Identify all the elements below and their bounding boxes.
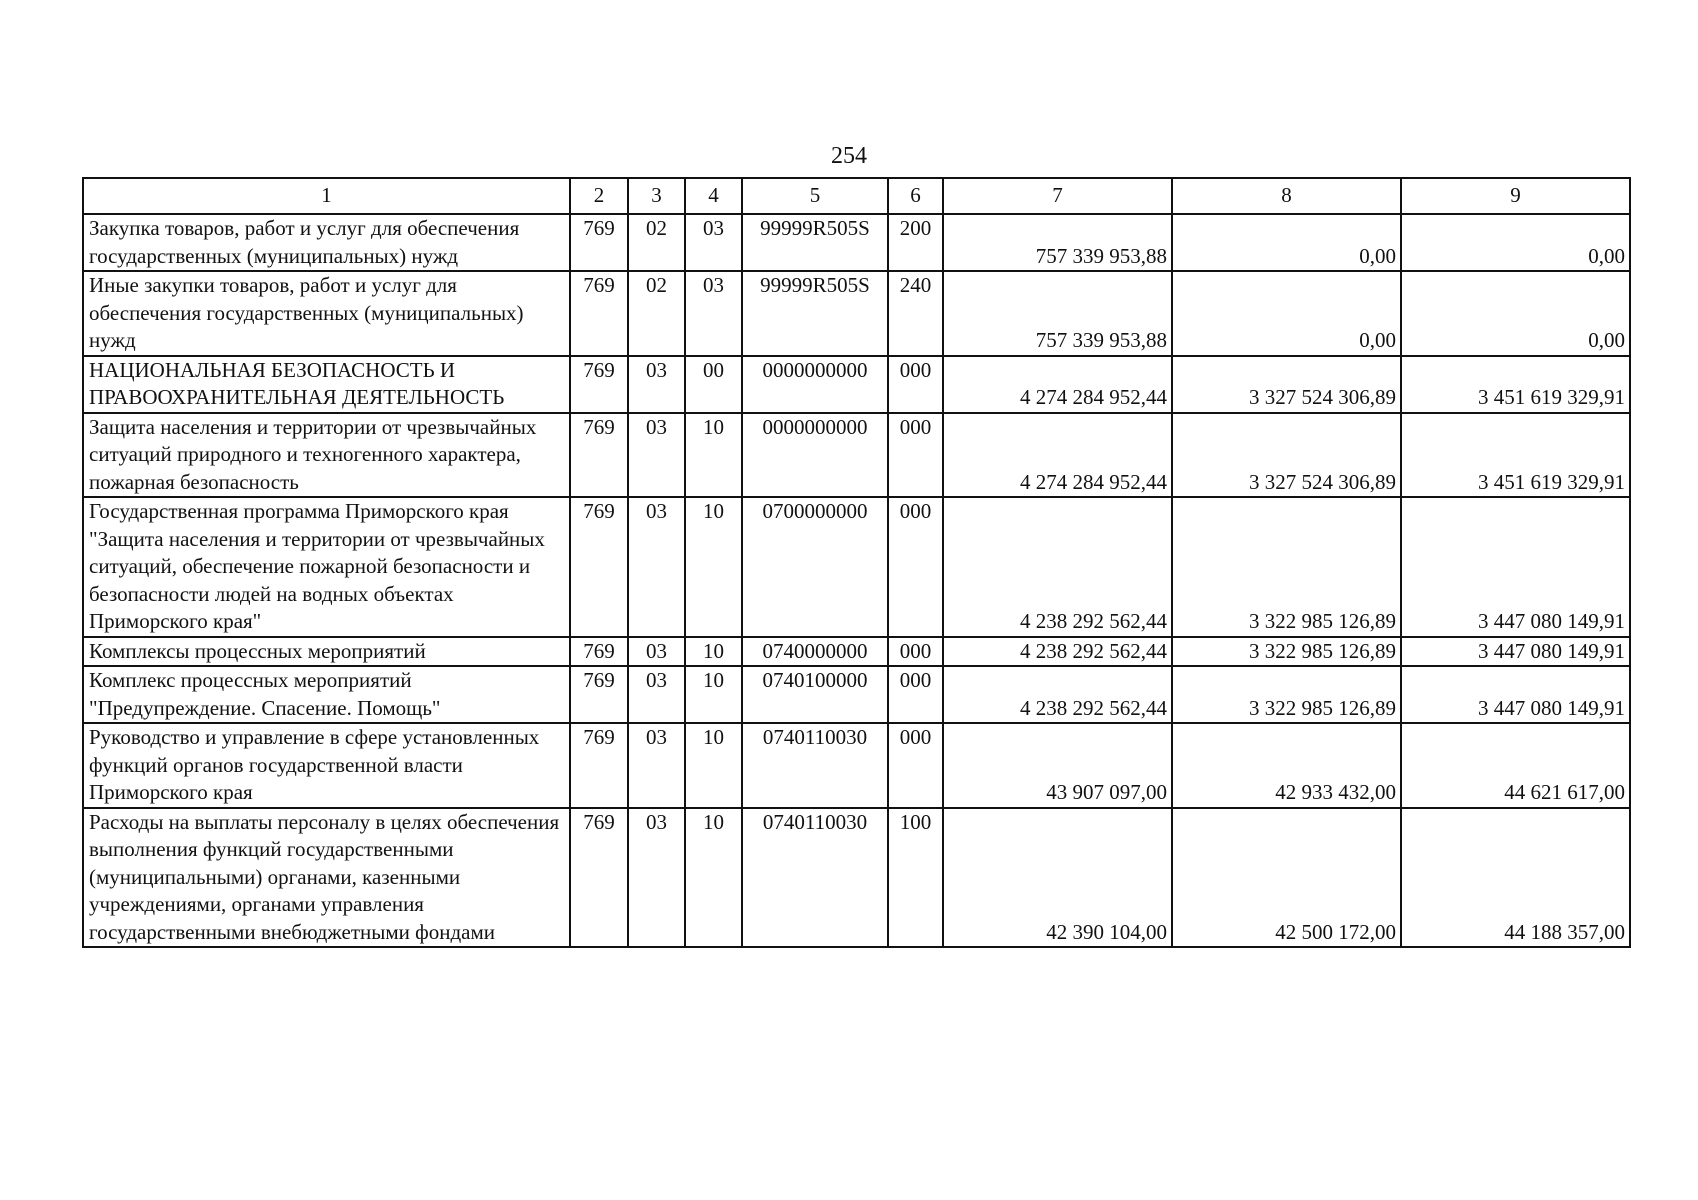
- expense-name-cell: Расходы на выплаты персоналу в целях обеспечения выполнения функций государственными (муниципальными) органами, казенными учреждениями, органами управления государственными внебюджетными фондами: [83, 808, 570, 948]
- budget-table: [82, 177, 1631, 948]
- amount-year3-cell: 3 447 080 149,91: [1401, 666, 1630, 723]
- amount-year2-cell: 3 327 524 306,89: [1172, 413, 1401, 498]
- amount-year1-cell: 42 390 104,00: [943, 808, 1172, 948]
- header-cell: 5: [742, 178, 888, 214]
- target-item-code-cell: 0700000000: [742, 497, 888, 637]
- section-code-cell: 03: [628, 637, 685, 667]
- expense-type-code-cell: 000: [888, 497, 943, 637]
- subsection-code-cell: 10: [685, 666, 742, 723]
- amount-year3-cell: 3 447 080 149,91: [1401, 497, 1630, 637]
- amount-year3-cell: 0,00: [1401, 271, 1630, 356]
- expense-name-cell: Закупка товаров, работ и услуг для обеспечения государственных (муниципальных) нужд: [83, 214, 570, 271]
- amount-year2-cell: 3 322 985 126,89: [1172, 497, 1401, 637]
- amount-year3-cell: 3 451 619 329,91: [1401, 356, 1630, 413]
- header-cell: 9: [1401, 178, 1630, 214]
- amount-year2-cell: 3 322 985 126,89: [1172, 637, 1401, 667]
- target-item-code-cell: 0740110030: [742, 808, 888, 948]
- amount-year2-cell: 3 322 985 126,89: [1172, 666, 1401, 723]
- header-cell: 2: [570, 178, 628, 214]
- header-cell: 6: [888, 178, 943, 214]
- target-item-code-cell: 99999R505S: [742, 214, 888, 271]
- header-cell: 3: [628, 178, 685, 214]
- amount-year2-cell: 0,00: [1172, 271, 1401, 356]
- section-code-cell: 03: [628, 666, 685, 723]
- section-code-cell: 03: [628, 413, 685, 498]
- expense-name-cell: Комплексы процессных мероприятий: [83, 637, 570, 667]
- amount-year2-cell: 42 500 172,00: [1172, 808, 1401, 948]
- header-cell: 4: [685, 178, 742, 214]
- subsection-code-cell: 03: [685, 214, 742, 271]
- amount-year1-cell: 4 238 292 562,44: [943, 497, 1172, 637]
- subsection-code-cell: 10: [685, 723, 742, 808]
- section-code-cell: 03: [628, 356, 685, 413]
- table-row: [83, 271, 1630, 356]
- target-item-code-cell: 0000000000: [742, 356, 888, 413]
- expense-name-cell: НАЦИОНАЛЬНАЯ БЕЗОПАСНОСТЬ И ПРАВООХРАНИТЕЛЬНАЯ ДЕЯТЕЛЬНОСТЬ: [83, 356, 570, 413]
- ministry-code-cell: 769: [570, 356, 628, 413]
- target-item-code-cell: 0740100000: [742, 666, 888, 723]
- amount-year3-cell: 44 621 617,00: [1401, 723, 1630, 808]
- section-code-cell: 02: [628, 271, 685, 356]
- amount-year3-cell: 0,00: [1401, 214, 1630, 271]
- target-item-code-cell: 0740110030: [742, 723, 888, 808]
- target-item-code-cell: 0000000000: [742, 413, 888, 498]
- expense-name-cell: Руководство и управление в сфере установленных функций органов государственной власти Приморского края: [83, 723, 570, 808]
- amount-year1-cell: 4 238 292 562,44: [943, 637, 1172, 667]
- expense-name-cell: Иные закупки товаров, работ и услуг для обеспечения государственных (муниципальных) нужд: [83, 271, 570, 356]
- table-row: [83, 214, 1630, 271]
- amount-year1-cell: 757 339 953,88: [943, 214, 1172, 271]
- expense-name-cell: Комплекс процессных мероприятий "Предупреждение. Спасение. Помощь": [83, 666, 570, 723]
- amount-year3-cell: 44 188 357,00: [1401, 808, 1630, 948]
- subsection-code-cell: 10: [685, 497, 742, 637]
- ministry-code-cell: 769: [570, 723, 628, 808]
- expense-type-code-cell: 000: [888, 666, 943, 723]
- section-code-cell: 02: [628, 214, 685, 271]
- header-cell: 1: [83, 178, 570, 214]
- expense-name-cell: Защита населения и территории от чрезвычайных ситуаций природного и техногенного характера, пожарная безопасность: [83, 413, 570, 498]
- expense-type-code-cell: 100: [888, 808, 943, 948]
- expense-type-code-cell: 240: [888, 271, 943, 356]
- ministry-code-cell: 769: [570, 497, 628, 637]
- subsection-code-cell: 03: [685, 271, 742, 356]
- ministry-code-cell: 769: [570, 808, 628, 948]
- ministry-code-cell: 769: [570, 271, 628, 356]
- amount-year2-cell: 0,00: [1172, 214, 1401, 271]
- header-cell: 7: [943, 178, 1172, 214]
- expense-name-cell: Государственная программа Приморского края "Защита населения и территории от чрезвычайных ситуаций, обеспечение пожарной безопасности и безопасности людей на водных объектах Приморского края": [83, 497, 570, 637]
- table-row: [83, 808, 1630, 948]
- section-code-cell: 03: [628, 497, 685, 637]
- subsection-code-cell: 10: [685, 413, 742, 498]
- table-row: [83, 666, 1630, 723]
- amount-year1-cell: 4 274 284 952,44: [943, 356, 1172, 413]
- ministry-code-cell: 769: [570, 666, 628, 723]
- ministry-code-cell: 769: [570, 214, 628, 271]
- ministry-code-cell: 769: [570, 413, 628, 498]
- amount-year2-cell: 42 933 432,00: [1172, 723, 1401, 808]
- amount-year3-cell: 3 447 080 149,91: [1401, 637, 1630, 667]
- amount-year1-cell: 4 274 284 952,44: [943, 413, 1172, 498]
- target-item-code-cell: 99999R505S: [742, 271, 888, 356]
- table-row: [83, 413, 1630, 498]
- column-number-header-row: [83, 178, 1630, 214]
- page-number: 254: [831, 143, 867, 169]
- table-row: [83, 637, 1630, 667]
- expense-type-code-cell: 000: [888, 723, 943, 808]
- subsection-code-cell: 00: [685, 356, 742, 413]
- amount-year1-cell: 43 907 097,00: [943, 723, 1172, 808]
- table-body: [83, 214, 1630, 947]
- table-row: [83, 497, 1630, 637]
- subsection-code-cell: 10: [685, 637, 742, 667]
- expense-type-code-cell: 000: [888, 356, 943, 413]
- subsection-code-cell: 10: [685, 808, 742, 948]
- amount-year2-cell: 3 327 524 306,89: [1172, 356, 1401, 413]
- amount-year3-cell: 3 451 619 329,91: [1401, 413, 1630, 498]
- expense-type-code-cell: 000: [888, 637, 943, 667]
- section-code-cell: 03: [628, 808, 685, 948]
- amount-year1-cell: 4 238 292 562,44: [943, 666, 1172, 723]
- ministry-code-cell: 769: [570, 637, 628, 667]
- amount-year1-cell: 757 339 953,88: [943, 271, 1172, 356]
- expense-type-code-cell: 200: [888, 214, 943, 271]
- expense-type-code-cell: 000: [888, 413, 943, 498]
- header-cell: 8: [1172, 178, 1401, 214]
- table-row: [83, 723, 1630, 808]
- target-item-code-cell: 0740000000: [742, 637, 888, 667]
- table-row: [83, 356, 1630, 413]
- section-code-cell: 03: [628, 723, 685, 808]
